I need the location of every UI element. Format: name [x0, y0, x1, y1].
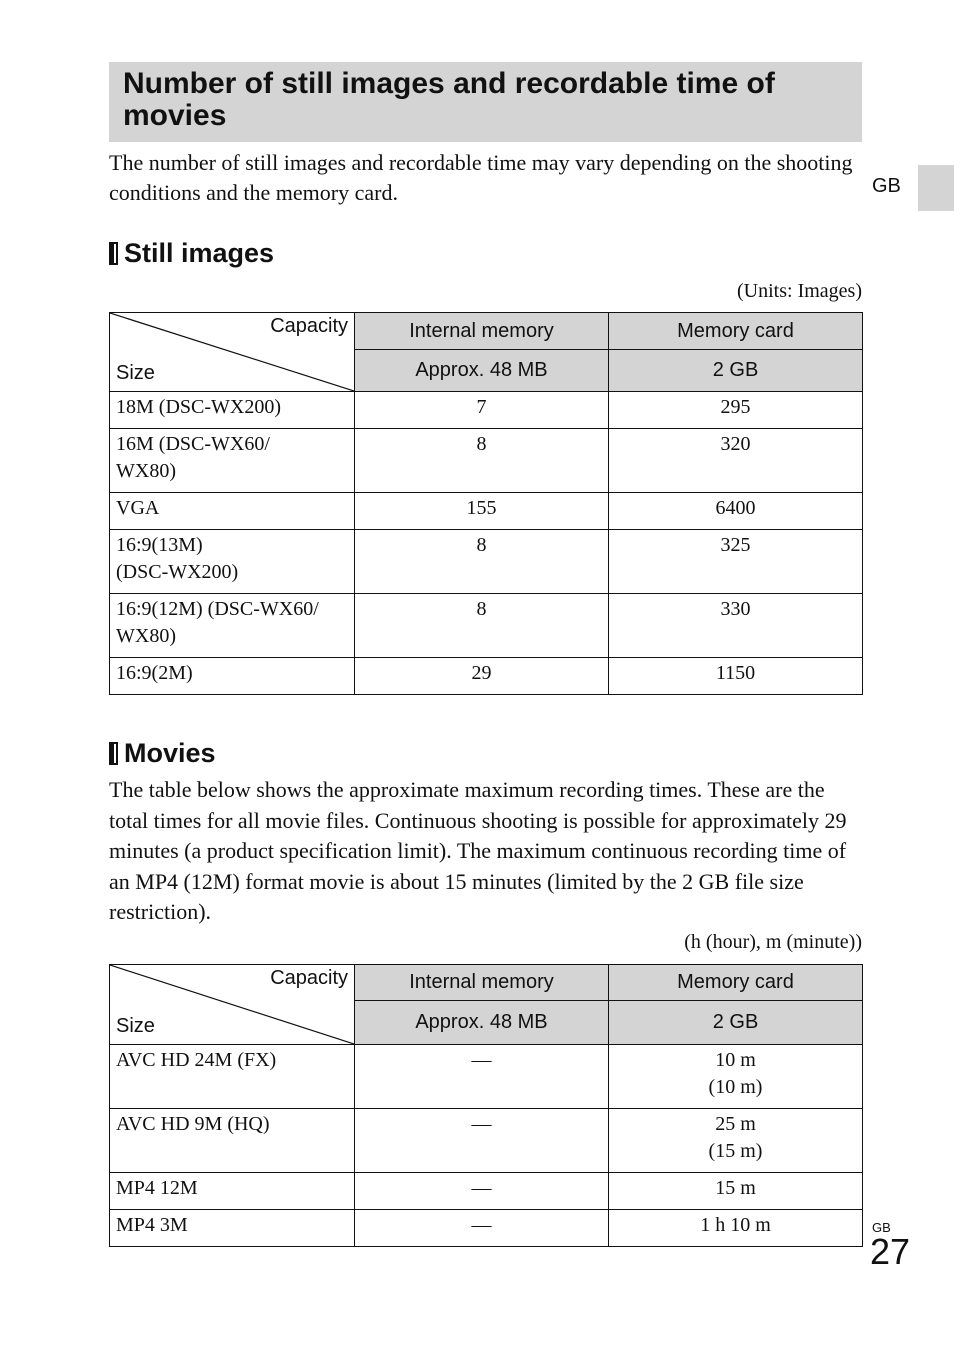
- memory-card-cell: 15 m: [609, 1173, 863, 1210]
- col-subheader-card: 2 GB: [609, 1001, 863, 1045]
- side-tab-marker: [918, 165, 954, 211]
- internal-memory-cell: 8: [355, 594, 609, 658]
- col-header-card: Memory card: [609, 965, 863, 1001]
- memory-card-cell: 325: [609, 530, 863, 594]
- col-subheader-internal: Approx. 48 MB: [355, 1001, 609, 1045]
- section-bullet-icon: [109, 242, 118, 265]
- size-cell: 16:9(12M) (DSC-WX60/ WX80): [110, 594, 355, 658]
- col-header-card: Memory card: [609, 313, 863, 350]
- size-cell: 18M (DSC-WX200): [110, 392, 355, 429]
- still-images-heading-text: Still images: [124, 238, 275, 268]
- memory-card-cell: 10 m (10 m): [609, 1045, 863, 1109]
- internal-memory-cell: —: [355, 1109, 609, 1173]
- table-row: [110, 429, 863, 493]
- table-row: [110, 1109, 863, 1173]
- col-subheader-card: 2 GB: [609, 350, 863, 392]
- memory-card-cell: 295: [609, 392, 863, 429]
- movies-table: [109, 964, 863, 1247]
- col-header-internal: Internal memory: [355, 965, 609, 1001]
- movies-paragraph: The table below shows the approximate maximum recording times. These are the total times for all movie files. Continuous shooting is possible for approximately 29 minutes (a product specification limit). The maximum continuous recording time of an MP4 (12M) format movie is about 15 minutes (limited by the 2 GB file size restriction).: [109, 777, 847, 924]
- movies-table-body: [110, 1045, 863, 1247]
- still-images-heading: [109, 238, 274, 268]
- internal-memory-cell: —: [355, 1173, 609, 1210]
- internal-memory-cell: 8: [355, 429, 609, 493]
- memory-card-cell: 6400: [609, 493, 863, 530]
- memory-card-cell: 1 h 10 m: [609, 1210, 863, 1247]
- movies-corner-header: [110, 965, 355, 1045]
- footer-gb-label: GB: [872, 1220, 891, 1235]
- page-title: Number of still images and recordable time of movies: [123, 67, 775, 132]
- size-cell: 16:9(13M) (DSC-WX200): [110, 530, 355, 594]
- table-row: [110, 1045, 863, 1109]
- size-label: Size: [116, 1015, 155, 1037]
- still-units-note: (Units: Images): [737, 280, 862, 302]
- memory-card-cell: 330: [609, 594, 863, 658]
- table-row: [110, 658, 863, 695]
- table-row: [110, 594, 863, 658]
- side-tab-label: GB: [872, 175, 901, 197]
- table-row: [110, 1210, 863, 1247]
- still-corner-header: [110, 313, 355, 392]
- table-row: [110, 493, 863, 530]
- table-row: [110, 1173, 863, 1210]
- size-cell: AVC HD 9M (HQ): [110, 1109, 355, 1173]
- movies-heading-text: Movies: [124, 738, 216, 768]
- col-header-internal: Internal memory: [355, 313, 609, 350]
- table-row: [110, 392, 863, 429]
- memory-card-cell: 320: [609, 429, 863, 493]
- size-label: Size: [116, 362, 155, 384]
- internal-memory-cell: —: [355, 1210, 609, 1247]
- internal-memory-cell: 7: [355, 392, 609, 429]
- internal-memory-cell: 155: [355, 493, 609, 530]
- size-cell: AVC HD 24M (FX): [110, 1045, 355, 1109]
- size-cell: 16:9(2M): [110, 658, 355, 695]
- internal-memory-cell: 8: [355, 530, 609, 594]
- movies-units-note: (h (hour), m (minute)): [684, 931, 862, 953]
- movies-heading: [109, 738, 216, 768]
- section-bullet-icon: [109, 742, 118, 765]
- still-images-table: [109, 312, 863, 695]
- intro-paragraph: The number of still images and recordable time may vary depending on the shooting conditions and the memory card.: [109, 150, 853, 205]
- capacity-label: Capacity: [270, 967, 348, 989]
- col-subheader-internal: Approx. 48 MB: [355, 350, 609, 392]
- internal-memory-cell: 29: [355, 658, 609, 695]
- size-cell: MP4 3M: [110, 1210, 355, 1247]
- size-cell: 16M (DSC-WX60/ WX80): [110, 429, 355, 493]
- still-table-body: [110, 392, 863, 695]
- memory-card-cell: 25 m (15 m): [609, 1109, 863, 1173]
- size-cell: MP4 12M: [110, 1173, 355, 1210]
- title-banner: [109, 62, 862, 142]
- table-row: [110, 530, 863, 594]
- size-cell: VGA: [110, 493, 355, 530]
- capacity-label: Capacity: [270, 315, 348, 337]
- page-number: 27: [870, 1231, 911, 1272]
- internal-memory-cell: —: [355, 1045, 609, 1109]
- memory-card-cell: 1150: [609, 658, 863, 695]
